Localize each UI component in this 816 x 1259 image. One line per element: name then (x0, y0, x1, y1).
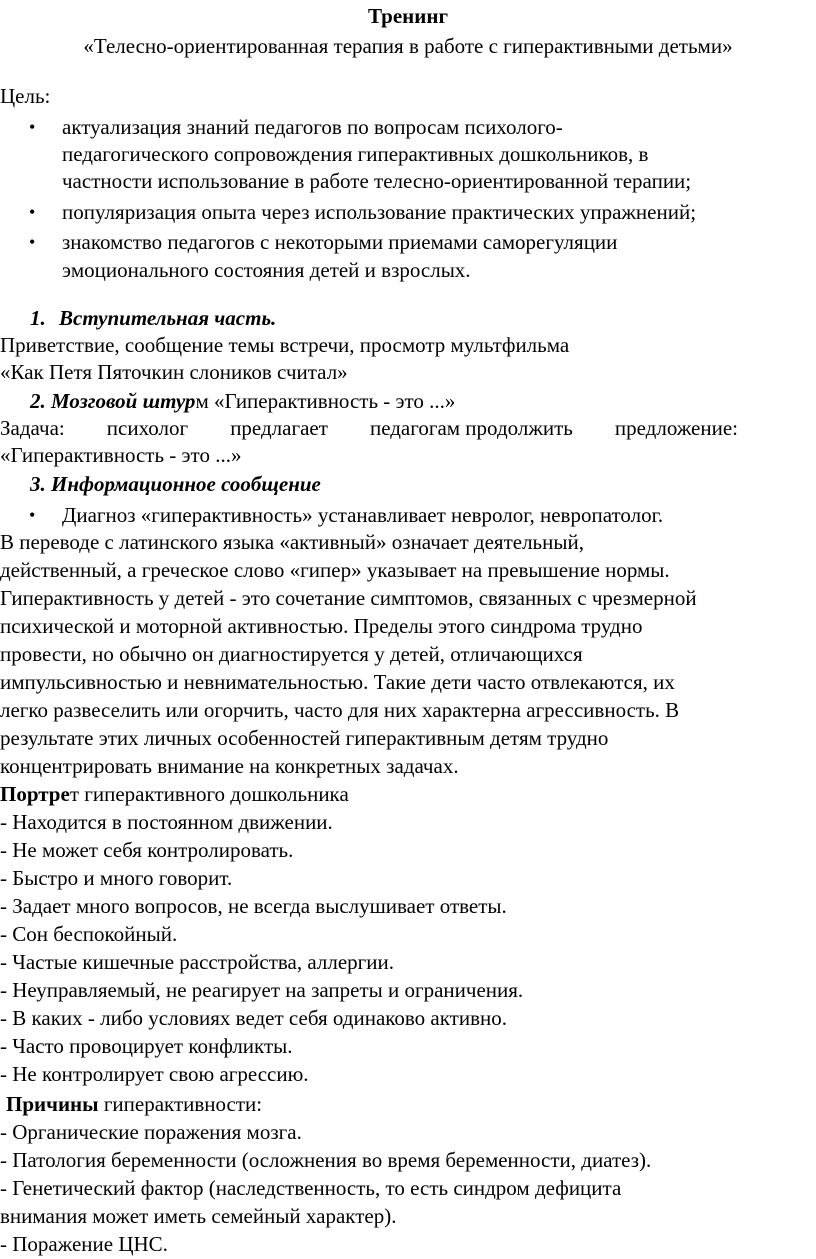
section-2-heading (30, 387, 455, 415)
portrait-item: - Не может себя контролировать. (0, 838, 294, 862)
paragraph-line: Гиперактивность у детей - это сочетание симптомов, связанных с чрезмерной (0, 586, 697, 610)
section-2-heading-rest: м «Гиперактивность - это ...» (195, 389, 456, 413)
portrait-item: - Частые кишечные расстройства, аллергии. (0, 950, 394, 974)
causes-item: - Поражение ЦНС. (0, 1232, 168, 1256)
goal-1-line-1: актуализация знаний педагогов по вопросам психолого- (62, 115, 563, 139)
goal-1-line-2: педагогического сопровождения гиперактивных дошкольников, в (62, 142, 649, 166)
section-3-heading: 3. Информационное сообщение (30, 472, 321, 496)
section-1-line-2: «Как Петя Пяточкин слоников считал» (0, 360, 348, 384)
bullet-icon: • (29, 117, 36, 137)
portrait-item: - Не контролирует свою агрессию. (0, 1062, 309, 1086)
portrait-heading-rest: т гиперактивного дошкольника (69, 782, 349, 806)
bullet-icon: • (29, 505, 36, 525)
paragraph-line: В переводе с латинского языка «активный» означает деятельный, (0, 530, 584, 554)
portrait-item: - Находится в постоянном движении. (0, 810, 333, 834)
task-word: Задача: (0, 416, 65, 440)
portrait-item: - Сон беспокойный. (0, 922, 178, 946)
section-1-line-1: Приветствие, сообщение темы встречи, просмотр мультфильма (0, 333, 570, 357)
goal-2-line-1: популяризация опыта через использование практических упражнений; (62, 200, 697, 224)
causes-heading (6, 1090, 262, 1118)
task-word: предлагает (230, 416, 328, 440)
paragraph-line: легко развеселить или огорчить, часто для них характерна агрессивность. В (0, 698, 680, 722)
portrait-item: - Быстро и много говорит. (0, 866, 233, 890)
goal-1-line-3: частности использование в работе телесно-ориентированной терапии; (62, 169, 692, 193)
section-2-task-line (0, 414, 738, 442)
portrait-item: - Неуправляемый, не реагирует на запреты и ограничения. (0, 978, 524, 1002)
causes-item: - Органические поражения мозга. (0, 1120, 302, 1144)
portrait-item: - Часто провоцирует конфликты. (0, 1034, 293, 1058)
causes-item: - Патология беременности (осложнения во время беременности, диатез). (0, 1148, 652, 1172)
causes-heading-bold: Причины (6, 1092, 99, 1116)
bullet-icon: • (29, 232, 36, 252)
goal-3-line-2: эмоционального состояния детей и взрослых. (62, 258, 471, 282)
document-subtitle: «Телесно-ориентированная терапия в работе с гиперактивными детьми» (83, 34, 733, 58)
portrait-item: - В каких - либо условиях ведет себя одинаково активно. (0, 1006, 507, 1030)
goal-3-line-1: знакомство педагогов с некоторыми приемами саморегуляции (62, 230, 618, 254)
paragraph-line: провести, но обычно он диагностируется у детей, отличающихся (0, 642, 583, 666)
task-word: предложение: (614, 416, 738, 440)
causes-item: внимания может иметь семейный характер). (0, 1204, 397, 1228)
portrait-heading (0, 780, 349, 808)
goal-label: Цель: (0, 84, 51, 108)
paragraph-line: действенный, а греческое слово «гипер» указывает на превышение нормы. (0, 558, 670, 582)
paragraph-line: результате этих личных особенностей гиперактивным детям трудно (0, 726, 609, 750)
task-word: педагогам продолжить (369, 416, 573, 440)
portrait-heading-bold: Портре (0, 782, 70, 806)
section-1-heading: Вступительная часть. (59, 306, 277, 330)
causes-item: - Генетический фактор (наследственность, то есть синдром дефицита (0, 1176, 622, 1200)
section-2-task-line-2: «Гиперактивность - это ...» (0, 443, 242, 467)
portrait-item: - Задает много вопросов, не всегда выслушивает ответы. (0, 894, 507, 918)
section-3-bullet-text: Диагноз «гиперактивность» устанавливает невролог, невропатолог. (62, 503, 664, 527)
task-word: психолог (106, 416, 189, 440)
paragraph-line: концентрировать внимание на конкретных задачах. (0, 754, 459, 778)
paragraph-line: психической и моторной активностью. Пределы этого синдрома трудно (0, 614, 643, 638)
causes-heading-rest: гиперактивности: (98, 1092, 263, 1116)
bullet-icon: • (29, 202, 36, 222)
paragraph-line: импульсивностью и невнимательностью. Такие дети часто отвлекаются, их (0, 670, 675, 694)
section-1-number: 1. (30, 306, 46, 330)
document-title: Тренинг (367, 4, 449, 28)
section-2-heading-bold: 2. Мозговой штур (30, 389, 196, 413)
